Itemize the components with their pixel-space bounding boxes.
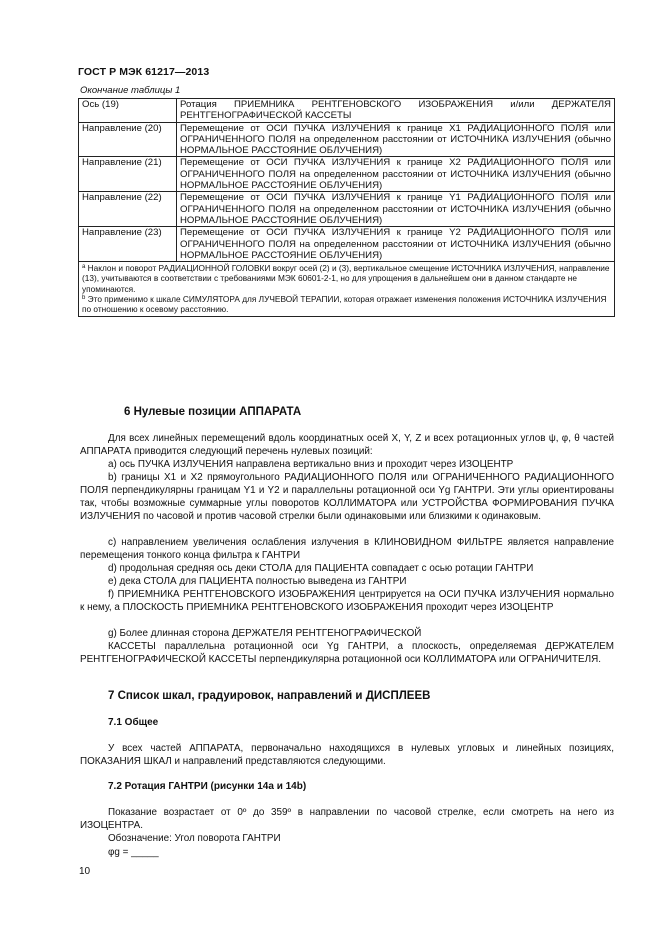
table-caption: Окончание таблицы 1 xyxy=(80,85,181,96)
section-6-intro: Для всех линейных перемещений вдоль координатных осей X, Y, Z и всех ротационных углов ψ, φ, θ частей АППАРАТА приводится следующий перечень нулевых позиций: xyxy=(80,433,614,457)
footnote-text: Наклон и поворот РАДИАЦИОННОЙ ГОЛОВКИ вокруг осей (2) и (3), вертикальное смещение ИСТОЧНИКА ИЗЛУЧЕНИЯ, направление (13), учитываются в соответствии с требованиями МЭК 60601-2-1, но для упрощения в дальнейшем они в данном стандарте не упоминаются. xyxy=(82,263,610,294)
row-description: Перемещение от ОСИ ПУЧКА ИЗЛУЧЕНИЯ к границе Y2 РАДИАЦИОННОГО ПОЛЯ или ОГРАНИЧЕННОГО ПОЛЯ на определенном расстоянии от ИСТОЧНИКА ИЗЛУЧЕНИЯ (обычно НОРМАЛЬНОЕ РАССТОЯНИЕ ОБЛУЧЕНИЯ) xyxy=(177,227,615,262)
row-name: Направление (20) xyxy=(79,122,177,157)
row-name: Направление (22) xyxy=(79,192,177,227)
row-name: Ось (19) xyxy=(79,99,177,123)
item-f: f) ПРИЕМНИКА РЕНТГЕНОВСКОГО ИЗОБРАЖЕНИЯ центрируется на ОСИ ПУЧКА ИЗЛУЧЕНИЯ нормально к нему, а ПЛОСКОСТЬ ПРИЕМНИКА РЕНТГЕНОВСКОГО ИЗОБРАЖЕНИЯ проходит через ИЗОЦЕНТР xyxy=(80,589,614,613)
item-b: b) границы X1 и X2 прямоугольного РАДИАЦИОННОГО ПОЛЯ или ОГРАНИЧЕННОГО РАДИАЦИОННОГО ПОЛЯ перпендикулярны границам Y1 и Y2 и параллельны ротационной оси Yg ГАНТРИ. Эти углы ориентированы так, чтобы возможные суммарные углы поворотов КОЛЛИМАТОРА или УСТРОЙСТВА ФОРМИРОВАНИЯ ПУЧКА ИЗЛУЧЕНИЯ по часовой и против часовой стрелки были одинаковыми или близкими к одинаковым. xyxy=(80,472,614,522)
document-header: ГОСТ Р МЭК 61217—2013 xyxy=(78,66,210,78)
section-7-heading: 7 Список шкал, градуировок, направлений и ДИСПЛЕЕВ xyxy=(108,690,431,702)
row-description: Перемещение от ОСИ ПУЧКА ИЗЛУЧЕНИЯ к границе X1 РАДИАЦИОННОГО ПОЛЯ или ОГРАНИЧЕННОГО ПОЛЯ на определенном расстоянии от ИСТОЧНИКА ИЗЛУЧЕНИЯ (обычно НОРМАЛЬНОЕ РАССТОЯНИЕ ОБЛУЧЕНИЯ) xyxy=(177,122,615,157)
table-footnotes xyxy=(79,262,615,317)
footnote-text: Это применимо к шкале СИМУЛЯТОРА для ЛУЧЕВОЙ ТЕРАПИИ, которая отражает изменения положения ИСТОЧНИКА ИЗЛУЧЕНИЯ по отношению к осевому расстоянию. xyxy=(82,293,607,314)
table-row xyxy=(79,122,615,157)
section-7-2-text: Показание возрастает от 0º до 359º в направлении по часовой стрелке, если смотреть на него из ИЗОЦЕНТРА. xyxy=(80,807,614,831)
section-7-1-heading: 7.1 Общее xyxy=(108,717,159,728)
table-footnotes-row xyxy=(79,262,615,317)
table-row xyxy=(79,157,615,192)
row-name: Направление (21) xyxy=(79,157,177,192)
row-name: Направление (23) xyxy=(79,227,177,262)
item-g-continued: КАССЕТЫ параллельна ротационной оси Yg ГАНТРИ, а плоскость, определяемая ДЕРЖАТЕЛЕМ РЕНТГЕНОГРАФИЧЕСКОЙ КАССЕТЫ перпендикулярна ротационной оси КОЛЛИМАТОРА или ОГРАНИЧИТЕЛЯ. xyxy=(80,641,614,665)
row-description: Ротация ПРИЕМНИКА РЕНТГЕНОВСКОГО ИЗОБРАЖЕНИЯ и/или ДЕРЖАТЕЛЯ РЕНТГЕНОГРАФИЧЕСКОЙ КАССЕТЫ xyxy=(177,99,615,123)
row-description: Перемещение от ОСИ ПУЧКА ИЗЛУЧЕНИЯ к границе X2 РАДИАЦИОННОГО ПОЛЯ или ОГРАНИЧЕННОГО ПОЛЯ на определенном расстоянии от ИСТОЧНИКА ИЗЛУЧЕНИЯ (обычно НОРМАЛЬНОЕ РАССТОЯНИЕ ОБЛУЧЕНИЯ) xyxy=(177,157,615,192)
formula-line: φg = _____ xyxy=(108,847,159,858)
footnote-mark: b xyxy=(82,294,86,301)
footnote-a xyxy=(82,263,611,294)
axes-table xyxy=(78,98,615,317)
item-g-first-line: g) Более длинная сторона ДЕРЖАТЕЛЯ РЕНТГЕНОГРАФИЧЕСКОЙ xyxy=(108,628,422,639)
item-a: а) ось ПУЧКА ИЗЛУЧЕНИЯ направлена вертикально вниз и проходит через ИЗОЦЕНТР xyxy=(108,459,514,470)
section-6-heading: 6 Нулевые позиции АППАРАТА xyxy=(124,406,302,418)
table-row xyxy=(79,192,615,227)
item-e: e) дека СТОЛА для ПАЦИЕНТА полностью выведена из ГАНТРИ xyxy=(108,576,407,587)
item-d: d) продольная средняя ось деки СТОЛА для ПАЦИЕНТА совпадает с осью ротации ГАНТРИ xyxy=(108,563,534,574)
row-description: Перемещение от ОСИ ПУЧКА ИЗЛУЧЕНИЯ к границе Y1 РАДИАЦИОННОГО ПОЛЯ или ОГРАНИЧЕННОГО ПОЛЯ на определенном расстоянии от ИСТОЧНИКА ИЗЛУЧЕНИЯ (обычно НОРМАЛЬНОЕ РАССТОЯНИЕ ОБЛУЧЕНИЯ) xyxy=(177,192,615,227)
footnote-b xyxy=(82,294,611,314)
section-7-1-text: У всех частей АППАРАТА, первоначально находящихся в нулевых угловых и линейных позициях, ПОКАЗАНИЯ ШКАЛ и направлений представляются следующими. xyxy=(80,743,614,767)
table-row xyxy=(79,227,615,262)
table-row xyxy=(79,99,615,123)
item-c: c) направлением увеличения ослабления излучения в КЛИНОВИДНОМ ФИЛЬТРЕ является направление перемещения тонкого конца фильтра к ГАНТРИ xyxy=(80,537,614,561)
designation-line: Обозначение: Угол поворота ГАНТРИ xyxy=(108,833,281,844)
section-7-2-heading: 7.2 Ротация ГАНТРИ (рисунки 14а и 14b) xyxy=(108,781,307,792)
footnote-mark: a xyxy=(82,264,86,271)
page-number: 10 xyxy=(79,866,91,877)
